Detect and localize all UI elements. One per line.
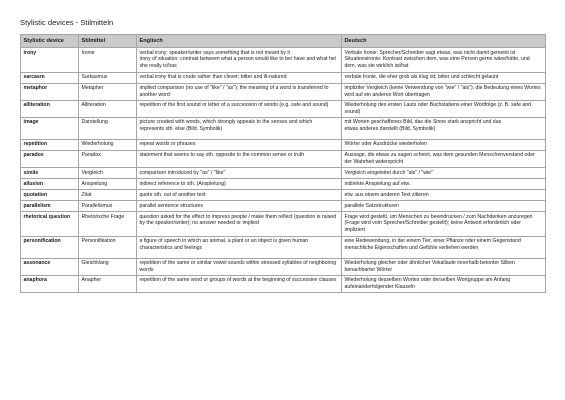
stilmittel-cell: Sarkasmus [79, 72, 137, 83]
column-header-stylistic-device: Stylistic device [21, 35, 79, 48]
deutsch-cell: Wiederholung gleicher oder ähnlicher Vokallaute innerhalb betonter Silben benachbarter Wörter [342, 258, 546, 275]
term-cell: rhetorical question [21, 212, 79, 236]
deutsch-cell: Verbale Ironie: Sprecher/Schreiber sagt etwas, was nicht damit gemeint ist Situationsironie: Kontrast zwischen dem, was eine Person gerne wäre/hätte, und dem, was sie wirklich ist/hat [342, 48, 546, 72]
term-cell: metaphor [21, 83, 79, 100]
stilmittel-cell: Alliteration [79, 100, 137, 117]
stilmittel-cell: Paradox [79, 151, 137, 168]
english-cell: repetition of the same or similar vowel sounds within stressed syllables of neighboring words [137, 258, 342, 275]
english-cell: question asked for the effect to impress people / make them reflect (question is raised by the speaker/writer); no answer needed or implied [137, 212, 342, 236]
table-row [21, 258, 546, 275]
column-header-englisch: Englisch [137, 35, 342, 48]
english-cell: verbal irony that is crude rather than clever; bitter and ill-natured [137, 72, 342, 83]
stilmittel-cell: Zitat [79, 190, 137, 201]
table-row [21, 236, 546, 258]
english-cell: quote sth. out of another text [137, 190, 342, 201]
deutsch-cell: Wiederholung des ersten Lauts oder Buchstabens einer Wortfolge (z. B. safe and sound) [342, 100, 546, 117]
table-row [21, 140, 546, 151]
deutsch-cell: parallele Satzstrukturen [342, 201, 546, 212]
english-cell: indirect reference to sth. (Anspielung) [137, 179, 342, 190]
table-row [21, 179, 546, 190]
table-header-row [21, 35, 546, 48]
term-cell: repetition [21, 140, 79, 151]
term-cell: parallelism [21, 201, 79, 212]
term-cell: allusion [21, 179, 79, 190]
table-row [21, 100, 546, 117]
deutsch-cell: Frage wird gestellt, um Menschen zu beeindrucken / zum Nachdenken anzuregen (Frage wird vom Sprecher/Schreiber gestellt); keine Antwort erforderlich oder impliziert [342, 212, 546, 236]
table-row [21, 190, 546, 201]
term-cell: simile [21, 168, 79, 179]
table-row [21, 48, 546, 72]
term-cell: irony [21, 48, 79, 72]
english-cell: parallel sentence structures [137, 201, 342, 212]
deutsch-cell: Wiederholung desselben Wortes oder derselben Wortgruppe am Anfang aufeinanderfolgender Klauseln [342, 275, 546, 292]
deutsch-cell: Wörter oder Ausdrücke wiederholen [342, 140, 546, 151]
term-cell: alliteration [21, 100, 79, 117]
term-cell: image [21, 118, 79, 140]
page-title: Stylistic devices - Stilmitteln [20, 18, 114, 27]
deutsch-cell: etw. aus einem anderen Text zitieren [342, 190, 546, 201]
stilmittel-cell: Gleichklang [79, 258, 137, 275]
english-cell: repeat words or phrases [137, 140, 342, 151]
english-cell: comparison introduced by "as" / "like" [137, 168, 342, 179]
table-body [21, 48, 546, 293]
stilmittel-cell: Vergleich [79, 168, 137, 179]
stylistic-devices-table [20, 34, 546, 293]
english-cell: repetition of the same word or groups of words at the beginning of successive clauses [137, 275, 342, 292]
english-cell: repetition of the first sound or letter of a succession of words (e.g. safe and sound) [137, 100, 342, 117]
term-cell: personification [21, 236, 79, 258]
deutsch-cell: verbale Ironie, die eher grob als klug ist; bitter und schlecht gelaunt [342, 72, 546, 83]
english-cell: verbal irony: speaker/writer says something that is not meant by it irony of situation: contrast between what a person would like to be/ have and what he/ she really is/has [137, 48, 342, 72]
stilmittel-cell: Anapher [79, 275, 137, 292]
table-row [21, 275, 546, 292]
term-cell: paradox [21, 151, 79, 168]
stilmittel-cell: Rhetorische Frage [79, 212, 137, 236]
stilmittel-cell: Ironie [79, 48, 137, 72]
term-cell: quotation [21, 190, 79, 201]
deutsch-cell: indirekte Anspielung auf etw. [342, 179, 546, 190]
deutsch-cell: eine Redewendung, in der einem Tier, einer Pflanze oder einem Gegenstand menschliche Eigenschaften und Gefühle verliehen werden [342, 236, 546, 258]
stilmittel-cell: Anspielung [79, 179, 137, 190]
english-cell: a figure of speech in which an animal, a plant or an object is given human characteristics and feelings [137, 236, 342, 258]
deutsch-cell: impliziter Vergleich (keine Verwendung von "wie" / "als"); die Bedeutung eines Wortes wird auf ein anderes Wort übertragen [342, 83, 546, 100]
table-row [21, 118, 546, 140]
term-cell: sarcasm [21, 72, 79, 83]
english-cell: implied comparison (no use of "like" / "as"); the meaning of a word is transferred to another word [137, 83, 342, 100]
deutsch-cell: mit Worten geschaffenes Bild, das die Sinne stark anspricht und das etwas anderes darstellt (Bild, Symbolik) [342, 118, 546, 140]
table-row [21, 212, 546, 236]
table-row [21, 83, 546, 100]
stilmittel-cell: Wiederholung [79, 140, 137, 151]
table-row [21, 168, 546, 179]
column-header-stilmittel: Stilmittel [79, 35, 137, 48]
stilmittel-cell: Metapher [79, 83, 137, 100]
stilmittel-cell: Personifikation [79, 236, 137, 258]
stilmittel-cell: Darstellung [79, 118, 137, 140]
deutsch-cell: Aussage, die etwas zu sagen scheint, was dem gesunden Menschenverstand oder der Wahrheit widerspricht [342, 151, 546, 168]
english-cell: picture created with words, which strongly appeals to the senses and which represents sth. else (Bild, Symbolik) [137, 118, 342, 140]
table-row [21, 151, 546, 168]
column-header-deutsch: Deutsch [342, 35, 546, 48]
table-row [21, 201, 546, 212]
english-cell: statement that seems to say sth. opposite to the common sense or truth [137, 151, 342, 168]
stilmittel-cell: Parallelismus [79, 201, 137, 212]
term-cell: anaphora [21, 275, 79, 292]
term-cell: assonance [21, 258, 79, 275]
table-row [21, 72, 546, 83]
deutsch-cell: Vergleich eingeleitet durch "als" / "wie" [342, 168, 546, 179]
